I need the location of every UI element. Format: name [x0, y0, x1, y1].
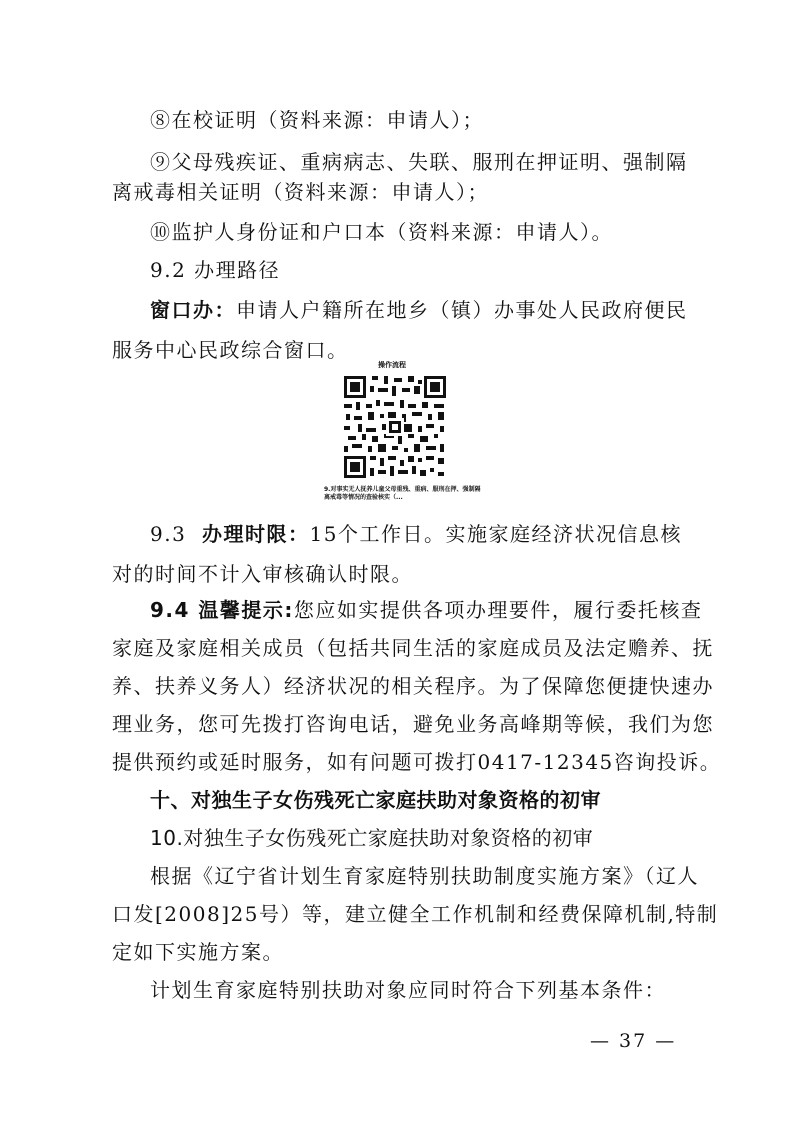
paragraph-window: [150, 298, 688, 322]
paragraph-window-cont: 服务中心民政综合窗口。: [112, 338, 349, 362]
paragraph-basis-line-2: 口发[2008]25号）等，建立健全工作机制和经费保障机制,特制: [112, 902, 719, 926]
paragraph-tips-line-5: 提供预约或延时服务，如有问题可拨打0417-12345咨询投诉。: [112, 750, 722, 774]
list-item-9: ⑨父母残疾证、重病病志、失联、服刑在押证明、强制隔: [150, 150, 688, 174]
time-limit-number: 9.3: [150, 522, 187, 546]
qr-caption: 9.对事实无人抚养儿童父母重残、重病、服刑在押、强制隔离戒毒等情况的查验核实（...: [324, 486, 481, 501]
time-limit-text: 15个工作日。实施家庭经济状况信息核: [309, 522, 682, 546]
paragraph-tips-line-3: 养、扶养义务人）经济状况的相关程序。为了保障您便捷快速办: [112, 674, 714, 698]
window-label: 窗口办：: [150, 298, 236, 322]
paragraph-time-limit: [150, 522, 682, 546]
qr-code-icon: [342, 374, 448, 480]
list-item-8: ⑧在校证明（资料来源：申请人）；: [150, 108, 484, 132]
window-text: 申请人户籍所在地乡（镇）办事处人民政府便民: [236, 298, 688, 322]
qr-title: 操作流程: [378, 361, 406, 369]
section-heading-9-2: 9.2 办理路径: [150, 258, 281, 282]
paragraph-conditions: 计划生育家庭特别扶助对象应同时符合下列基本条件：: [150, 978, 666, 1002]
paragraph-tips: [150, 598, 702, 622]
paragraph-basis: 根据《辽宁省计划生育家庭特别扶助制度实施方案》（辽人: [150, 864, 699, 888]
page-number: — 37 —: [590, 1030, 677, 1052]
paragraph-tips-line-2: 家庭及家庭相关成员（包括共同生活的家庭成员及法定赡养、抚: [112, 636, 714, 660]
paragraph-basis-line-3: 定如下实施方案。: [112, 940, 284, 964]
tips-text: 您应如实提供各项办理要件，履行委托核查: [293, 598, 703, 622]
qr-code-block: [322, 360, 482, 510]
section-heading-10: 10.对独生子女伤残死亡家庭扶助对象资格的初审: [150, 826, 594, 850]
list-item-9-cont: 离戒毒相关证明（资料来源：申请人）；: [112, 180, 489, 204]
tips-label: 9.4 温馨提示:: [150, 598, 294, 622]
time-limit-label: 办理时限：: [202, 522, 310, 546]
chapter-heading-10: 十、对独生子女伤残死亡家庭扶助对象资格的初审: [150, 788, 601, 812]
paragraph-tips-line-4: 理业务，您可先拨打咨询电话，避免业务高峰期等候，我们为您: [112, 712, 714, 736]
list-item-10: ⑩监护人身份证和户口本（资料来源：申请人）。: [150, 220, 613, 244]
paragraph-time-limit-cont: 对的时间不计入审核确认时限。: [112, 562, 413, 586]
